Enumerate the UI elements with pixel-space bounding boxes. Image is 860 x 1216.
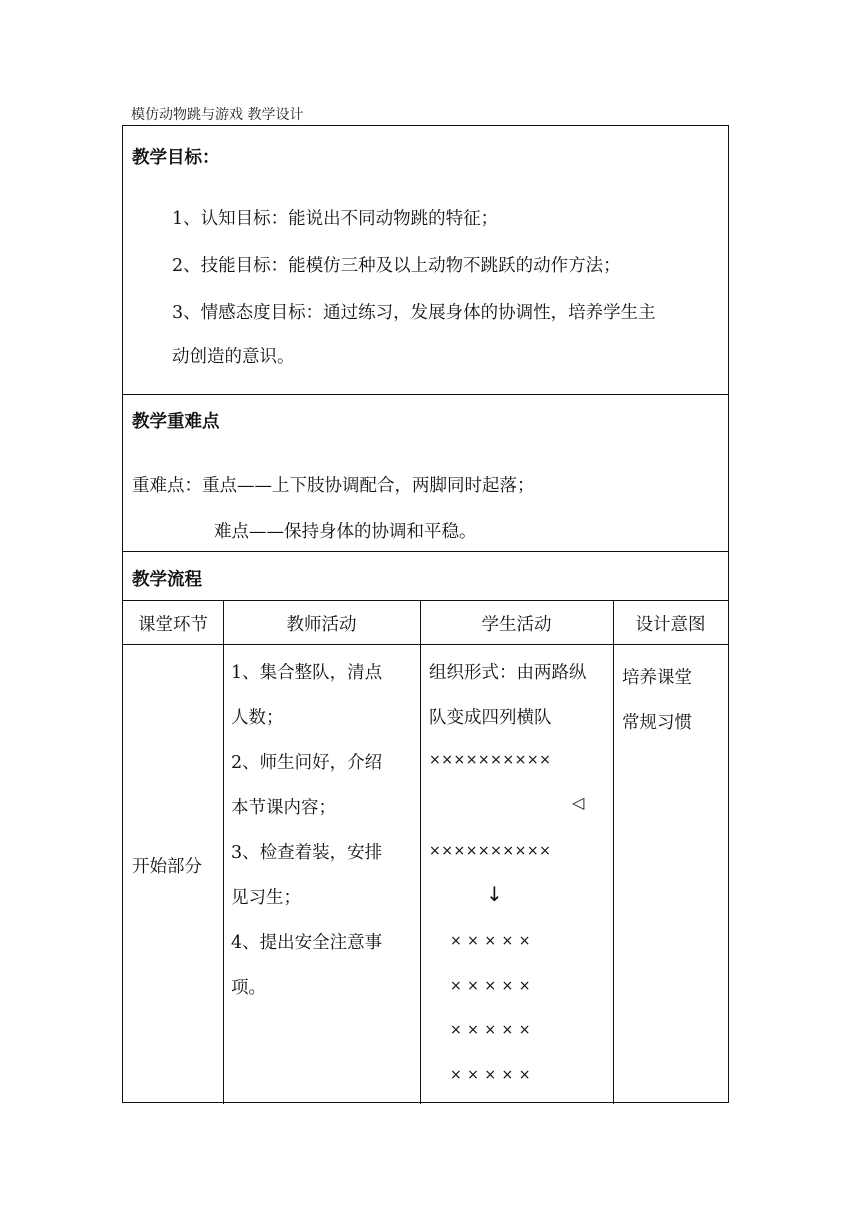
divider xyxy=(613,600,614,1104)
stage-cell: 开始部分 xyxy=(132,857,202,877)
difficult-point: 难点——保持身体的协调和平稳。 xyxy=(214,522,477,542)
document-title: 模仿动物跳与游戏 教学设计 xyxy=(131,107,304,123)
student-activity-line: 队变成四列横队 xyxy=(429,708,552,728)
divider xyxy=(223,600,224,1104)
teacher-position-icon: ◁ xyxy=(572,793,585,812)
formation-row: ×××××××××× xyxy=(429,752,552,768)
teacher-activity-line: 1、集合整队，清点 xyxy=(231,663,383,683)
teacher-activity-line: 3、检查着装，安排 xyxy=(231,843,383,863)
formation-row-small: × × × × × xyxy=(450,933,531,949)
student-activity-cell xyxy=(429,651,609,741)
process-heading: 教学流程 xyxy=(132,570,202,590)
objective-item: 1、认知目标：能说出不同动物跳的特征； xyxy=(172,209,499,229)
objective-item-continuation: 动创造的意识。 xyxy=(172,347,295,367)
column-header-intent: 设计意图 xyxy=(635,615,706,635)
teacher-activity-line: 2、师生问好，介绍 xyxy=(231,753,383,773)
teacher-activity-line: 人数； xyxy=(231,708,284,728)
formation-row-small: × × × × × xyxy=(450,1022,531,1038)
divider xyxy=(420,600,421,1104)
student-activity-line: 组织形式：由两路纵 xyxy=(429,663,587,683)
design-intent-line: 培养课堂 xyxy=(622,668,692,688)
divider xyxy=(123,600,728,601)
objectives-heading: 教学目标： xyxy=(132,148,220,168)
divider xyxy=(123,644,728,645)
arrow-down-icon: ↓ xyxy=(486,882,503,906)
teacher-activity-line: 见习生； xyxy=(231,888,301,908)
objective-item: 2、技能目标：能模仿三种及以上动物不跳跃的动作方法； xyxy=(172,256,621,276)
teacher-activity-line: 4、提出安全注意事 xyxy=(231,933,383,953)
formation-row-small: × × × × × xyxy=(450,1067,531,1083)
key-point: 重难点：重点——上下肢协调配合，两脚同时起落； xyxy=(132,476,535,496)
formation-row: ×××××××××× xyxy=(429,843,552,859)
divider xyxy=(123,394,728,395)
teacher-activity-line: 项。 xyxy=(231,978,266,998)
objective-item: 3、情感态度目标：通过练习，发展身体的协调性，培养学生主 xyxy=(172,303,656,323)
design-intent-cell xyxy=(622,656,724,746)
teacher-activity-cell xyxy=(231,651,416,1011)
teacher-activity-line: 本节课内容； xyxy=(231,798,336,818)
formation-row-small: × × × × × xyxy=(450,978,531,994)
divider xyxy=(123,551,728,552)
column-header-stage: 课堂环节 xyxy=(138,615,208,635)
column-header-student: 学生活动 xyxy=(481,615,552,635)
design-intent-line: 常规习惯 xyxy=(622,713,692,733)
key-points-heading: 教学重难点 xyxy=(132,412,220,432)
column-header-teacher: 教师活动 xyxy=(286,615,357,635)
